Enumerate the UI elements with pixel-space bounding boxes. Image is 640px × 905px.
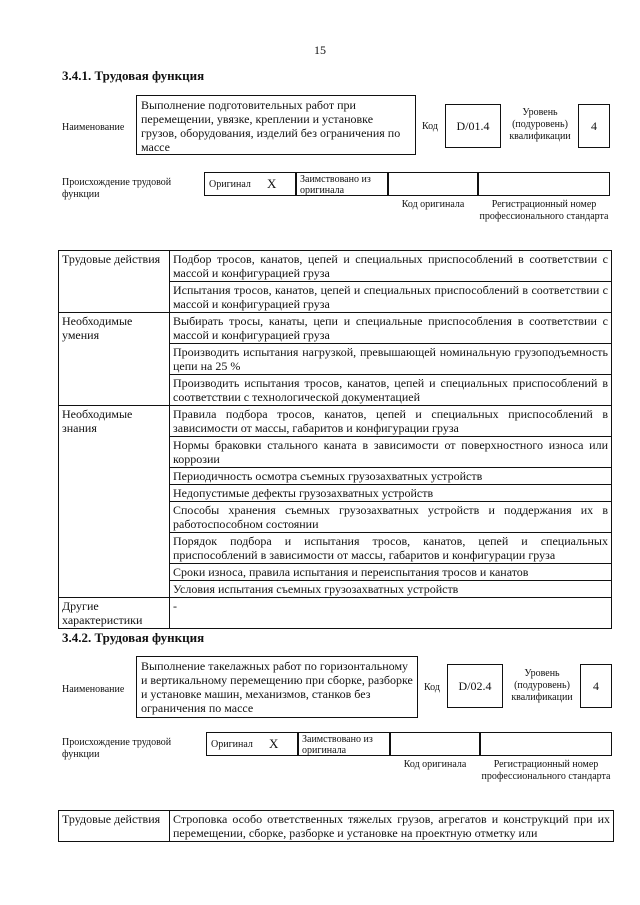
orig-code-label-341: Код оригинала (401, 199, 465, 210)
other-label: Другие характеристики (59, 598, 170, 629)
table-row (59, 313, 612, 344)
list-item: Производить испытания нагрузкой, превышающей номинальную грузоподъемность цепи на 25 % (170, 344, 612, 375)
labor-actions-label-2: Трудовые действия (59, 811, 170, 842)
origin-label-342: Происхождение трудовой функции (62, 737, 172, 760)
orig-code-cell-341 (388, 172, 478, 196)
list-item: Сроки износа, правила испытания и переиспытания тросов и канатов (170, 564, 612, 581)
name-label-342: Наименование (62, 684, 125, 695)
list-item: Недопустимые дефекты грузозахватных устройств (170, 485, 612, 502)
skills-label: Необходимые умения (59, 313, 170, 406)
list-item: Условия испытания съемных грузозахватных устройств (170, 581, 612, 598)
origin-label-341: Происхождение трудовой функции (62, 177, 172, 200)
labor-function-table-342 (58, 810, 614, 842)
reg-number-cell-341 (478, 172, 610, 196)
borrowed-cell-341: Заимствовано из оригинала (296, 172, 388, 196)
original-label-342: Оригинал (211, 739, 253, 750)
orig-code-cell-342 (390, 732, 480, 756)
list-item: Испытания тросов, канатов, цепей и специальных приспособлений в соответствии с массой и конфигурацией груза (170, 282, 612, 313)
name-value-341: Выполнение подготовительных работ при перемещении, увязке, креплении и установке грузов, оборудования, изделий без ограничения по массе (136, 95, 416, 155)
code-value-342: D/02.4 (447, 664, 503, 708)
borrowed-cell-342: Заимствовано из оригинала (298, 732, 390, 756)
table-row (59, 598, 612, 629)
level-label-341: Уровень (подуровень) квалификации (509, 107, 571, 142)
reg-number-cell-342 (480, 732, 612, 756)
section-title-341: 3.4.1. Трудовая функция (62, 68, 205, 83)
table-row (59, 811, 614, 842)
table-row (59, 251, 612, 282)
name-value-342: Выполнение такелажных работ по горизонтальному и вертикальному перемещению при сборке, разборке и установке машин, механизмов, станков без ограничения по массе (136, 656, 418, 718)
orig-code-label-342: Код оригинала (403, 759, 467, 770)
code-label-341: Код (422, 121, 438, 132)
labor-actions-label: Трудовые действия (59, 251, 170, 313)
list-item: Производить испытания тросов, канатов, цепей и специальных приспособлений в соответствии с технологической документацией (170, 375, 612, 406)
name-label-341: Наименование (62, 122, 125, 133)
labor-function-table-341 (58, 250, 612, 629)
list-item: Способы хранения съемных грузозахватных устройств и поддержания их в работоспособном состоянии (170, 502, 612, 533)
reg-number-label-341: Регистрационный номер профессионального стандарта (479, 199, 609, 222)
page-number: 15 (314, 43, 326, 57)
original-mark-341: X (267, 176, 277, 191)
list-item: Нормы браковки стального каната в зависимости от поверхностного износа или коррозии (170, 437, 612, 468)
original-cell-342 (206, 732, 298, 756)
level-value-342: 4 (580, 664, 612, 708)
level-value-341: 4 (578, 104, 610, 148)
list-item: Подбор тросов, канатов, цепей и специальных приспособлений в соответствии с массой и конфигурацией груза (170, 251, 612, 282)
level-label-342: Уровень (подуровень) квалификации (511, 668, 573, 703)
list-item: Правила подбора тросов, канатов, цепей и специальных приспособлений в зависимости от массы, габаритов и конфигурации груза (170, 406, 612, 437)
knowledge-label: Необходимые знания (59, 406, 170, 598)
code-value-341: D/01.4 (445, 104, 501, 148)
table-row (59, 406, 612, 437)
original-label-341: Оригинал (209, 179, 251, 190)
other-value: - (170, 598, 612, 629)
reg-number-label-342: Регистрационный номер профессионального стандарта (481, 759, 611, 782)
list-item: Выбирать тросы, канаты, цепи и специальные приспособления в соответствии с массой и конфигурацией груза (170, 313, 612, 344)
list-item: Периодичность осмотра съемных грузозахватных устройств (170, 468, 612, 485)
code-label-342: Код (424, 682, 440, 693)
list-item: Строповка особо ответственных тяжелых грузов, агрегатов и конструкций при их перемещении, сборке, разборке и установке на проектную отметку или (170, 811, 614, 842)
original-cell-341 (204, 172, 296, 196)
original-mark-342: X (269, 736, 279, 751)
section-title-342: 3.4.2. Трудовая функция (62, 630, 205, 645)
list-item: Порядок подбора и испытания тросов, канатов, цепей и специальных приспособлений в зависимости от массы, габаритов и конфигурации груза (170, 533, 612, 564)
